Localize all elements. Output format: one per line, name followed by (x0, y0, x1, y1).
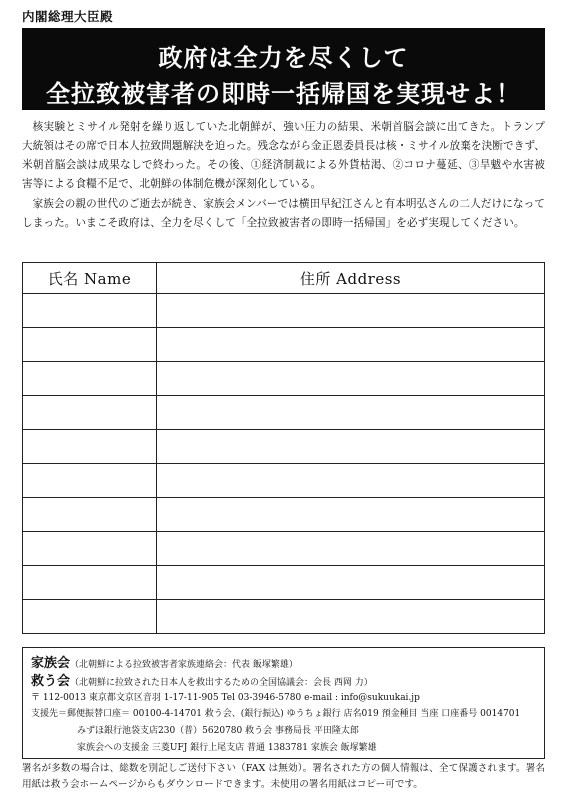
name-cell[interactable] (23, 396, 157, 430)
organization-info-box (22, 647, 545, 759)
address-cell[interactable] (157, 294, 545, 328)
support-account: 支援先＝郵便振替口座＝ 00100-4-14701 救う会、(銀行振込) ゆうちょ銀行 店名019 預金種目 当座 口座番号 0014701 (31, 709, 521, 719)
banner-line-2: 全拉致被害者の即時一括帰国を実現せよ！ (46, 80, 521, 108)
signature-table-header (23, 263, 545, 294)
org-family-name: 家族会 (31, 656, 71, 671)
title-banner (22, 28, 545, 110)
signature-row (23, 294, 545, 328)
org-sukuukai-desc: （北朝鮮に拉致された日本人を救出するための全国協議会：会長 西岡 力） (70, 678, 373, 688)
signature-row (23, 532, 545, 566)
signature-row (23, 362, 545, 396)
address-cell[interactable] (157, 532, 545, 566)
contact-address: 〒 112-0013 東京都文京区音羽 1-17-11-905 Tel 03-3946-5780 e-mail : info@sukuukai.jp (31, 693, 420, 703)
name-cell[interactable] (23, 532, 157, 566)
org-sukuukai-name: 救う会 (31, 674, 71, 689)
name-cell[interactable] (23, 294, 157, 328)
paragraph-2: 家族会の親の世代のご逝去が続き、家族会メンバーでは横田早紀江さんと有本明弘さんの二人だけになってしまった。いまこそ政府は、全力を尽くして「全拉致被害者の即時一括帰国」を必ず実現してください。 (22, 198, 545, 229)
org-family-desc: （北朝鮮による拉致被害者家族連絡会：代表 飯塚繁雄） (70, 660, 298, 670)
org-family-line (31, 652, 298, 671)
name-cell[interactable] (23, 430, 157, 464)
signature-table (22, 262, 545, 634)
name-cell[interactable] (23, 600, 157, 634)
address-cell[interactable] (157, 566, 545, 600)
signature-row (23, 498, 545, 532)
name-cell[interactable] (23, 328, 157, 362)
signature-row (23, 600, 545, 634)
bank-account-2: 家族会への支援金 三菱UFJ 銀行上尾支店 普通 1383781 家族会 飯塚繁雄 (77, 743, 377, 753)
addressee: 内閣総理大臣殿 (22, 9, 114, 24)
signature-row (23, 566, 545, 600)
address-column-header: 住所 Address (157, 263, 545, 294)
address-cell[interactable] (157, 396, 545, 430)
submission-note: 署名が多数の場合は、総数を別記しご送付下さい（FAX は無効）。署名された方の個人情報は、全て保護されます。署名用紙は救う会ホームページからもダウンロードできます。未使用の署名用紙はコピー可です。 (22, 763, 545, 790)
banner-line-1: 政府は全力を尽くして (158, 44, 409, 72)
address-cell[interactable] (157, 600, 545, 634)
signature-row (23, 396, 545, 430)
signature-row (23, 328, 545, 362)
name-cell[interactable] (23, 362, 157, 396)
address-cell[interactable] (157, 328, 545, 362)
signature-rows (23, 294, 545, 634)
address-cell[interactable] (157, 464, 545, 498)
address-cell[interactable] (157, 498, 545, 532)
address-cell[interactable] (157, 362, 545, 396)
org-sukuukai-line (31, 670, 373, 689)
name-cell[interactable] (23, 498, 157, 532)
bank-account-1: みずほ銀行池袋支店230（普）5620780 救う会 事務局長 平田隆太郎 (77, 726, 359, 736)
name-cell[interactable] (23, 566, 157, 600)
address-cell[interactable] (157, 430, 545, 464)
signature-row (23, 464, 545, 498)
name-column-header: 氏名 Name (23, 263, 157, 294)
signature-row (23, 430, 545, 464)
paragraph-1: 核実験とミサイル発射を繰り返していた北朝鮮が、強い圧力の結果、米朝首脳会談に出てきた。トランプ大統領はその席で日本人拉致問題解決を迫った。残念ながら金正恩委員長は核・ミサイル放棄を決断できず、米朝首脳会談は成果なしで終わった。その後、①経済制裁による外貨枯渇、②コロナ蔓延、③旱魃や水害被害等による食糧不足で、北朝鮮の体制危機が深刻化している。 (22, 121, 545, 190)
name-cell[interactable] (23, 464, 157, 498)
